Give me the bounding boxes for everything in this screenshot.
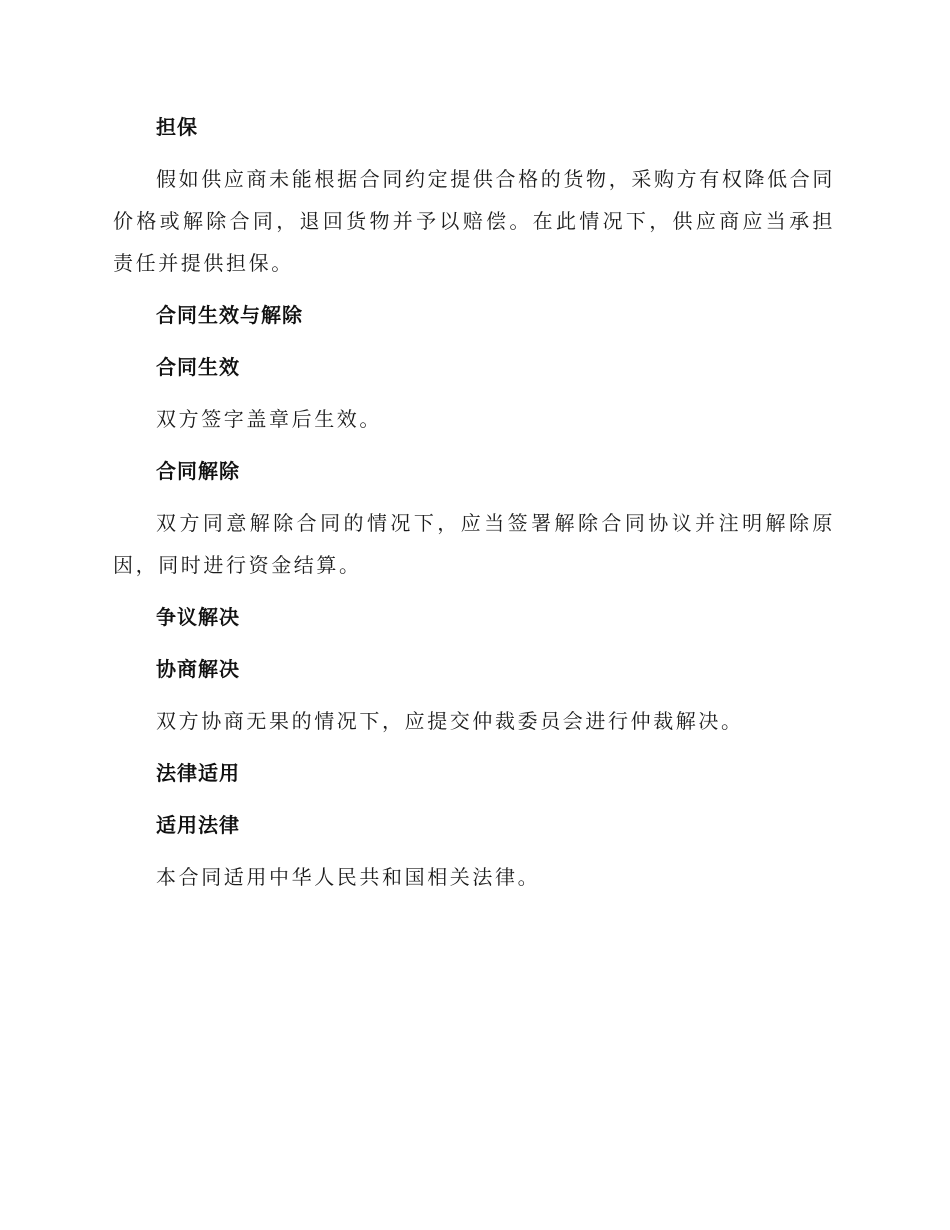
paragraph-contract-effect: 双方签字盖章后生效。 (156, 407, 382, 431)
paragraph-guarantee: 假如供应商未能根据合同约定提供合格的货物，采购方有权降低合同价格或解除合同，退回货物并予以赔偿。在此情况下，供应商应当承担责任并提供担保。 (113, 167, 835, 275)
paragraph-contract-termination: 双方同意解除合同的情况下，应当签署解除合同协议并注明解除原因，同时进行资金结算。 (113, 511, 835, 577)
subheading-contract-termination: 合同解除 (156, 459, 240, 483)
section-heading-effect-and-termination: 合同生效与解除 (156, 303, 303, 327)
subheading-negotiation: 协商解决 (156, 657, 240, 681)
section-heading-guarantee: 担保 (156, 115, 198, 139)
section-heading-applicable-law: 法律适用 (156, 761, 240, 785)
subheading-contract-effect: 合同生效 (156, 355, 240, 379)
document-body (113, 106, 835, 908)
section-heading-dispute-resolution: 争议解决 (156, 605, 240, 629)
paragraph-governing-law: 本合同适用中华人民共和国相关法律。 (156, 865, 541, 889)
paragraph-negotiation: 双方协商无果的情况下，应提交仲裁委员会进行仲裁解决。 (156, 709, 744, 733)
subheading-governing-law: 适用法律 (156, 813, 240, 837)
